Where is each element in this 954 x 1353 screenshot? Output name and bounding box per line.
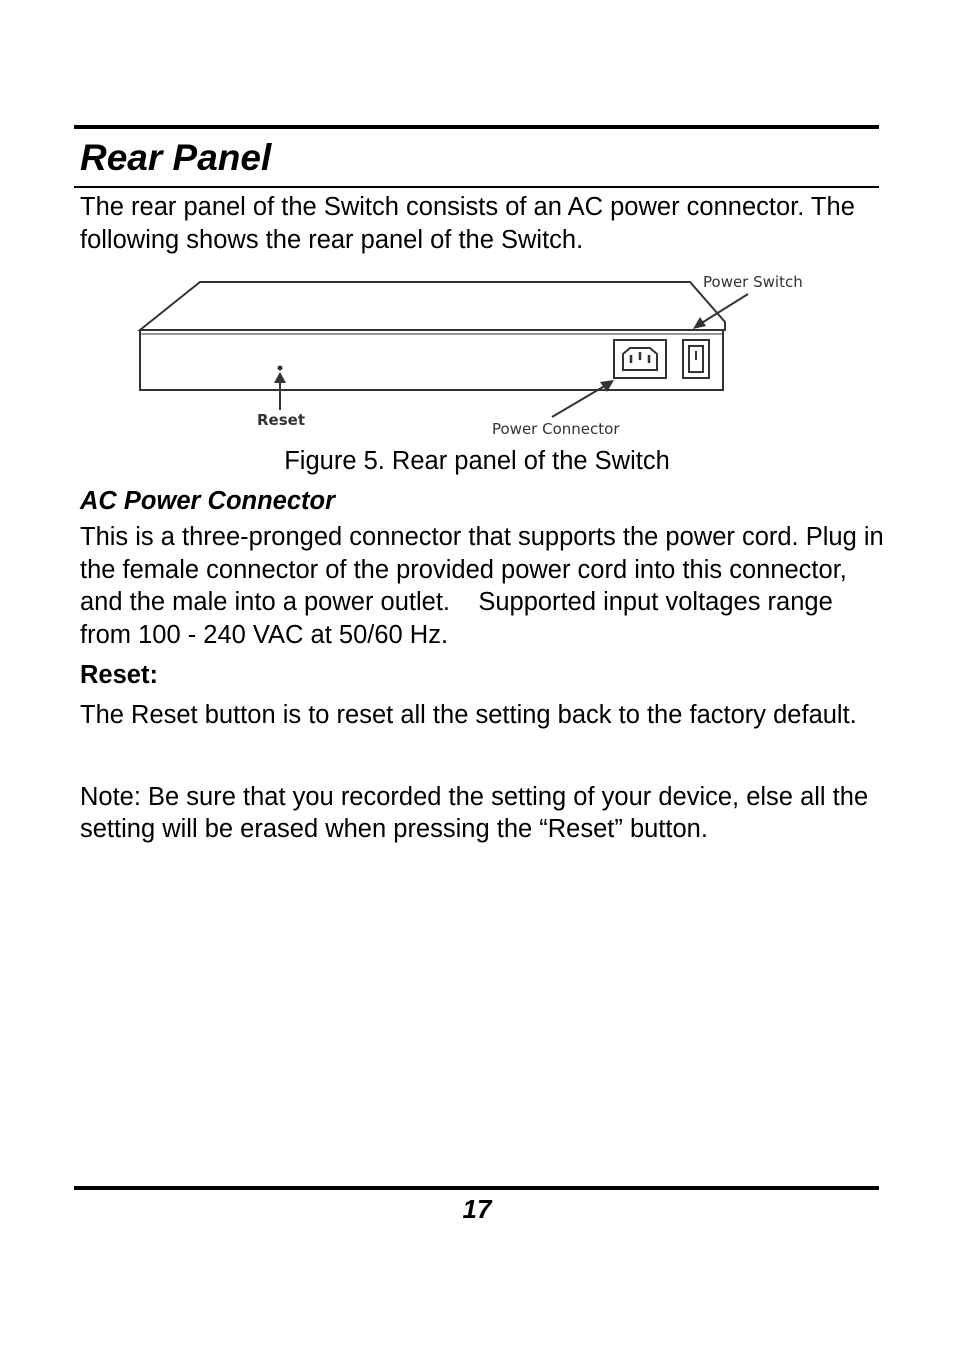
note-paragraph: Note: Be sure that you recorded the setting of your device, else all the setting will be erased when pressing the “Reset” button. [80,783,869,843]
intro-paragraph: The rear panel of the Switch consists of an AC power connector. The following shows the rear panel of the Switch. [80,193,855,254]
reset-label: Reset [257,411,305,429]
switch-top-face [140,282,725,330]
title-underline [74,186,879,188]
reset-hole-icon [278,366,283,371]
ac-power-paragraph: This is a three-pronged connector that supports the power cord. Plug in the female connector of the provided power cord into this connector, and the male into a power outlet. Supported input voltages range from 100 - 240 VAC at 50/60 Hz. [80,523,891,649]
power-switch-label: Power Switch [703,273,803,291]
ac-power-heading: AC Power Connector [80,487,336,515]
figure-caption: Figure 5. Rear panel of the Switch [284,447,670,475]
rear-panel-figure [130,262,830,442]
footer-rule [74,1186,879,1190]
power-connector-label: Power Connector [492,420,620,438]
reset-paragraph: The Reset button is to reset all the setting back to the factory default. [80,701,857,729]
reset-heading: Reset: [80,661,158,689]
page-title: Rear Panel [80,137,272,178]
page-number: 17 [462,1194,492,1224]
top-rule [74,125,879,129]
